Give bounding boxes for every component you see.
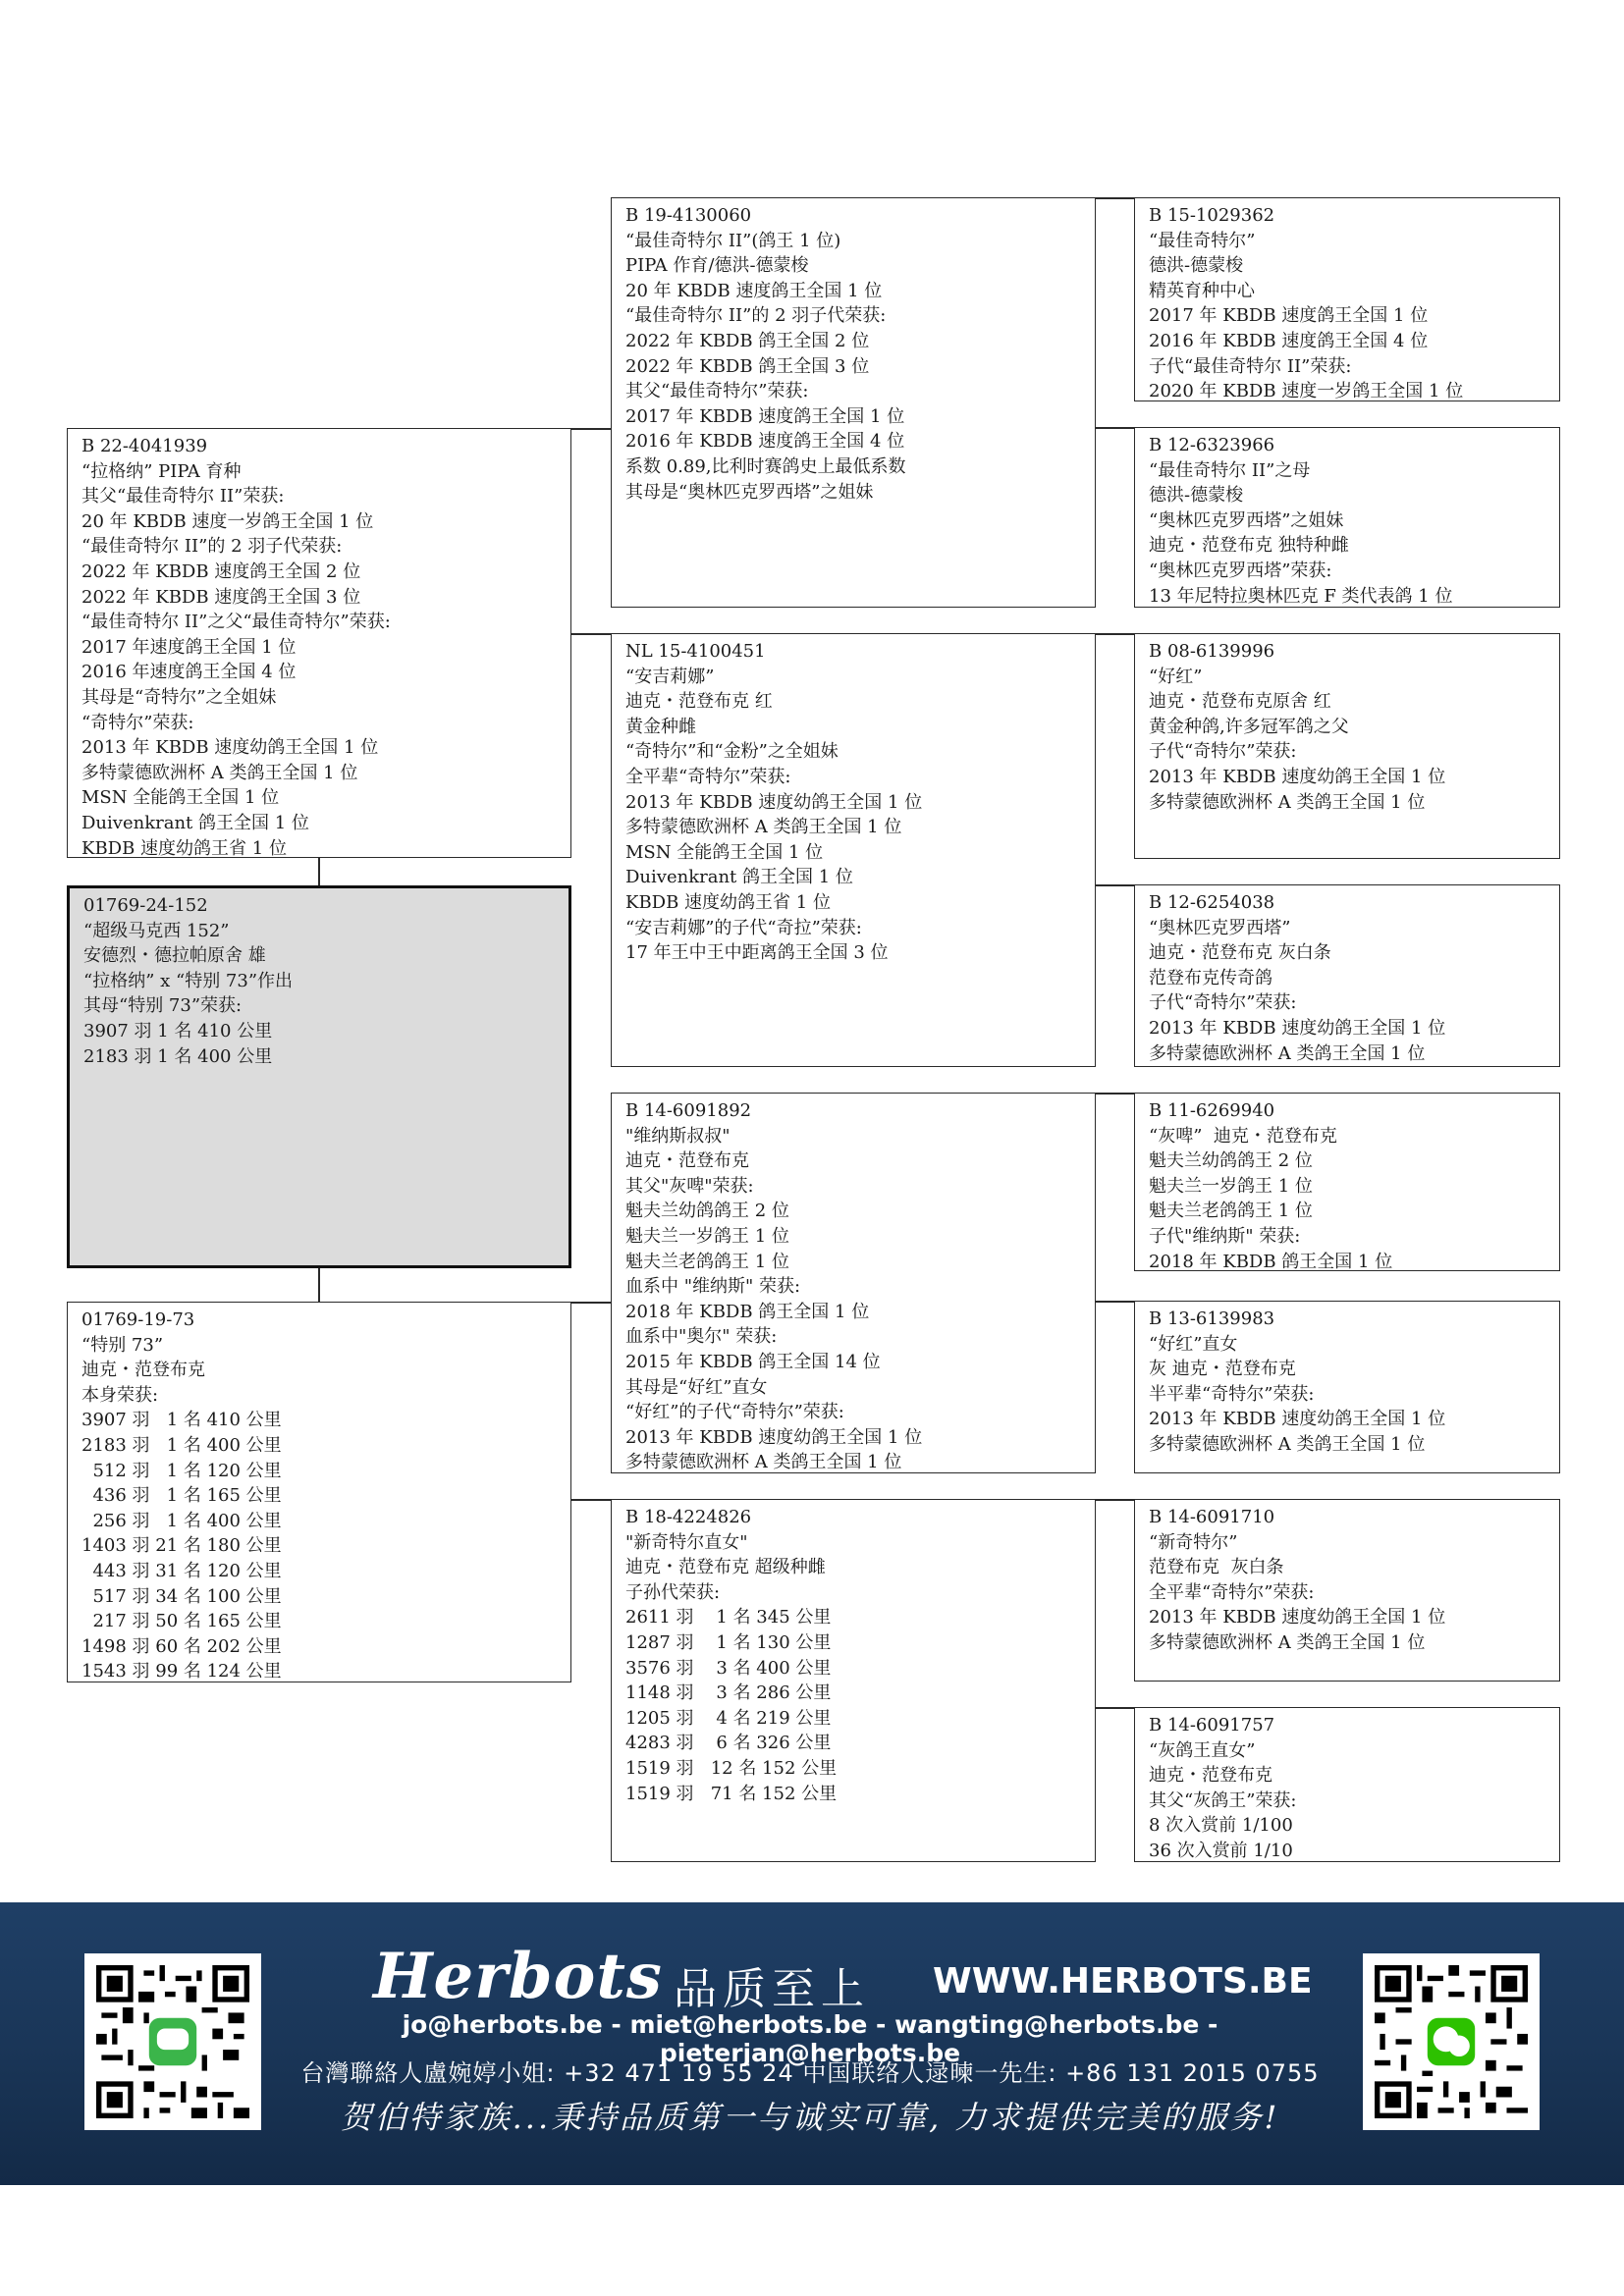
pedigree-line: 2022 年 KBDB 速度鸽王全国 2 位 [81, 561, 361, 582]
pedigree-line: 436 羽 1 名 165 公里 [81, 1485, 282, 1507]
pedigree-line: 其母“特别 73”荣获: [83, 995, 243, 1017]
pedigree-box-sire-dam-sire [1134, 633, 1560, 859]
pedigree-line: “奇特尔”和“金粉”之全姐妹 [625, 741, 839, 763]
ring-number: B 15-1029362 [1149, 205, 1275, 226]
connector-sire-dam [571, 633, 611, 635]
pedigree-line: “超级马克西 152” [83, 920, 230, 941]
contact-phones: 台灣聯絡人盧婉婷小姐: +32 471 19 55 24 中国联络人逯暕一先生: +86 131 2015 0755 [300, 2059, 1320, 2087]
pedigree-box-dam [67, 1302, 571, 1682]
pedigree-line: “特别 73” [81, 1334, 164, 1356]
pedigree-line: 全平辈“奇特尔”荣获: [625, 766, 791, 787]
pedigree-line: 8 次入赏前 1/100 [1149, 1815, 1293, 1837]
connector-ss-sss [1096, 197, 1134, 199]
pedigree-line: 1403 羽 21 名 180 公里 [81, 1535, 282, 1557]
pedigree-line: 德洪-德蒙梭 [1149, 485, 1244, 507]
pedigree-line: 迪克・范登布克 超级种雌 [625, 1557, 826, 1578]
website-link[interactable]: WWW.HERBOTS.BE [933, 1961, 1313, 2002]
pedigree-line: 安德烈・德拉帕原舍 雄 [83, 945, 266, 967]
pedigree-line: 其母是“好红”直女 [625, 1376, 768, 1398]
pedigree-line: 子孙代荣获: [625, 1581, 721, 1603]
pedigree-line: “安吉莉娜” [625, 666, 715, 687]
pedigree-line: 256 羽 1 名 400 公里 [81, 1510, 282, 1531]
pedigree-line: 2016 年速度鸽王全国 4 位 [81, 662, 297, 683]
ring-number: 01769-24-152 [83, 895, 208, 916]
pedigree-line: 2183 羽 1 名 400 公里 [81, 1434, 282, 1456]
pedigree-line: 其父“最佳奇特尔 II”荣获: [81, 486, 285, 507]
pedigree-line: 迪克・范登布克原舍 红 [1149, 691, 1331, 713]
connector-dam-sire [571, 1302, 611, 1304]
connector-ds-dsd [1096, 1301, 1134, 1303]
pedigree-line: 2022 年 KBDB 速度鸽王全国 3 位 [81, 586, 361, 608]
pedigree-line: MSN 全能鸽王全国 1 位 [81, 787, 280, 809]
pedigree-line: 多特蒙德欧洲杯 A 类鸽王全国 1 位 [1149, 1042, 1426, 1064]
pedigree-line: “奥林匹克罗西塔” [1149, 917, 1291, 938]
connector-sd-sdd [1096, 884, 1134, 886]
pedigree-line: 魁夫兰幼鸽鸽王 2 位 [1149, 1150, 1313, 1172]
slogan: 品质至上 [674, 1964, 870, 2014]
pedigree-line: 2611 羽 1 名 345 公里 [625, 1607, 832, 1629]
pedigree-line: 多特蒙德欧洲杯 A 类鸽王全国 1 位 [1149, 1433, 1426, 1455]
pedigree-line: 范登布克 灰白条 [1149, 1557, 1284, 1578]
pedigree-line: 3907 羽 1 名 410 公里 [83, 1020, 273, 1041]
pedigree-line: “最佳奇特尔 II”的 2 羽子代荣获: [625, 305, 887, 327]
pedigree-line: 2020 年 KBDB 速度一岁鸽王全国 1 位 [1149, 381, 1464, 402]
pedigree-line: 1287 羽 1 名 130 公里 [625, 1631, 832, 1653]
ring-number: 01769-19-73 [81, 1309, 195, 1330]
pedigree-line: 20 年 KBDB 速度鸽王全国 1 位 [625, 280, 883, 301]
pedigree-line: 2022 年 KBDB 鸽王全国 3 位 [625, 355, 870, 377]
pedigree-line: PIPA 作育/德洪-德蒙梭 [625, 255, 809, 277]
pedigree-line: 2013 年 KBDB 速度幼鸽王全国 1 位 [625, 791, 923, 813]
pedigree-line: KBDB 速度幼鸽王省 1 位 [625, 891, 831, 913]
pedigree-line: 半平辈“奇特尔”荣获: [1149, 1383, 1315, 1405]
pedigree-line: 2017 年速度鸽王全国 1 位 [81, 636, 297, 658]
pedigree-line: 子代“奇特尔”荣获: [1149, 741, 1297, 763]
qr-code-wechat[interactable] [1363, 1953, 1540, 2130]
pedigree-line: 子代"维纳斯" 荣获: [1149, 1225, 1301, 1247]
company-motto: 贺伯特家族...秉持品质第一与诚实可靠, 力求提供完美的服务! [340, 2099, 1280, 2136]
pedigree-line: 魁夫兰一岁鸽王 1 位 [1149, 1175, 1313, 1197]
pedigree-box-dam-sire [611, 1093, 1096, 1473]
pedigree-line: 迪克・范登布克 红 [625, 691, 773, 713]
pedigree-box-dam-sire-dam [1134, 1301, 1560, 1473]
connector-sire-sire [571, 428, 611, 430]
pedigree-line: 血系中 "维纳斯" 荣获: [625, 1276, 801, 1298]
pedigree-line: “好红”的子代“奇特尔”荣获: [625, 1402, 844, 1423]
pedigree-line: “灰鸽王直女” [1149, 1739, 1256, 1761]
ring-number: B 14-6091757 [1149, 1715, 1275, 1735]
pedigree-line: 2016 年 KBDB 速度鸽王全国 4 位 [625, 431, 905, 453]
pedigree-line: 多特蒙德欧洲杯 A 类鸽王全国 1 位 [1149, 1631, 1426, 1653]
pedigree-line: 魁夫兰一岁鸽王 1 位 [625, 1225, 789, 1247]
pedigree-line: 2013 年 KBDB 速度幼鸽王全国 1 位 [81, 737, 379, 759]
connector-dd-dds [1096, 1499, 1134, 1501]
pedigree-box-dam-dam-sire [1134, 1499, 1560, 1682]
pedigree-line: 1498 羽 60 名 202 公里 [81, 1635, 282, 1657]
pedigree-line: 黄金种雌 [625, 716, 696, 737]
pedigree-line: 517 羽 34 名 100 公里 [81, 1585, 282, 1607]
pedigree-line: 其父"灰啤"荣获: [625, 1175, 754, 1197]
pedigree-line: 2013 年 KBDB 速度幼鸽王全国 1 位 [1149, 1017, 1446, 1039]
pedigree-box-dam-dam-dam [1134, 1707, 1560, 1862]
herbots-logo[interactable]: Herbots [373, 1940, 663, 2013]
connector-sire-subject [318, 858, 320, 885]
pedigree-line: “安吉莉娜”的子代“奇拉”荣获: [625, 917, 862, 938]
connector-dam-dam [571, 1499, 611, 1501]
pedigree-line: 迪克・范登布克 灰白条 [1149, 942, 1331, 964]
pedigree-line: 子代“最佳奇特尔 II”荣获: [1149, 355, 1352, 377]
ring-number: B 22-4041939 [81, 436, 208, 456]
connector-dd-ddd [1096, 1707, 1134, 1709]
pedigree-line: 多特蒙德欧洲杯 A 类鸽王全国 1 位 [625, 817, 902, 838]
pedigree-line: 1148 羽 3 名 286 公里 [625, 1682, 832, 1704]
pedigree-box-sire-sire [611, 197, 1096, 608]
pedigree-line: 血系中"奥尔" 荣获: [625, 1326, 778, 1348]
pedigree-line: 1519 羽 12 名 152 公里 [625, 1757, 838, 1779]
pedigree-line: “奥林匹克罗西塔”荣获: [1149, 560, 1332, 581]
pedigree-line: 3907 羽 1 名 410 公里 [81, 1410, 282, 1431]
pedigree-line: 多特蒙德欧洲杯 A 类鸽王全国 1 位 [625, 1452, 902, 1473]
ring-number: B 12-6254038 [1149, 892, 1275, 913]
pedigree-line: "维纳斯叔叔" [625, 1125, 731, 1147]
pedigree-line: 36 次入赏前 1/10 [1149, 1840, 1293, 1861]
pedigree-line: 多特蒙德欧洲杯 A 类鸽王全国 1 位 [1149, 791, 1426, 813]
pedigree-line: 德洪-德蒙梭 [1149, 255, 1244, 277]
pedigree-line: 3576 羽 3 名 400 公里 [625, 1657, 832, 1679]
qr-code-right-graphic [1375, 1965, 1528, 2118]
pedigree-line: 1519 羽 71 名 152 公里 [625, 1783, 838, 1804]
pedigree-line: “最佳奇特尔 II”的 2 羽子代荣获: [81, 536, 343, 558]
pedigree-line: "新奇特尔直女" [625, 1531, 748, 1553]
pedigree-line: 1543 羽 99 名 124 公里 [81, 1661, 282, 1682]
pedigree-line: 2017 年 KBDB 速度鸽王全国 1 位 [625, 405, 905, 427]
pedigree-line: “奥林匹克罗西塔”之姐妹 [1149, 509, 1344, 531]
pedigree-line: 217 羽 50 名 165 公里 [81, 1611, 282, 1632]
ring-number: B 19-4130060 [625, 205, 752, 226]
pedigree-line: 全平辈“奇特尔”荣获: [1149, 1581, 1315, 1603]
pedigree-line: 2015 年 KBDB 鸽王全国 14 位 [625, 1351, 881, 1372]
pedigree-line: 2183 羽 1 名 400 公里 [83, 1045, 273, 1067]
pedigree-line: 魁夫兰老鸽鸽王 1 位 [1149, 1201, 1313, 1222]
pedigree-box-sire-dam [611, 633, 1096, 1067]
ring-number: B 08-6139996 [1149, 641, 1275, 662]
pedigree-line: 魁夫兰老鸽鸽王 1 位 [625, 1251, 789, 1272]
email-addresses[interactable]: jo@herbots.be - miet@herbots.be - wangting@herbots.be - pieterjan@herbots.be [402, 2010, 1218, 2067]
pedigree-line: Duivenkrant 鸽王全国 1 位 [81, 812, 309, 833]
pedigree-line: 2022 年 KBDB 鸽王全国 2 位 [625, 330, 870, 351]
pedigree-line: 2018 年 KBDB 鸽王全国 1 位 [1149, 1251, 1393, 1272]
ring-number: B 18-4224826 [625, 1507, 752, 1527]
pedigree-line: “灰啤” 迪克・范登布克 [1149, 1125, 1337, 1147]
brand-row [373, 1940, 1313, 2018]
pedigree-line: 20 年 KBDB 速度一岁鸽王全国 1 位 [81, 510, 374, 532]
pedigree-line: 范登布克传奇鸽 [1149, 967, 1272, 988]
pedigree-line: 2018 年 KBDB 鸽王全国 1 位 [625, 1301, 870, 1322]
pedigree-line: “最佳奇特尔 II”之父“最佳奇特尔”荣获: [81, 612, 391, 633]
pedigree-line: 黄金种鸽,许多冠军鸽之父 [1149, 716, 1349, 737]
pedigree-line: “拉格纳” PIPA 育种 [81, 460, 242, 482]
pedigree-line: 2013 年 KBDB 速度幼鸽王全国 1 位 [1149, 766, 1446, 787]
pedigree-line: “好红” [1149, 666, 1203, 687]
ring-number: B 11-6269940 [1149, 1100, 1275, 1121]
pedigree-line: “新奇特尔” [1149, 1531, 1238, 1553]
pedigree-box-dam-dam [611, 1499, 1096, 1862]
pedigree-line: 443 羽 31 名 120 公里 [81, 1560, 282, 1581]
footer-banner [0, 1902, 1624, 2185]
pedigree-line: 多特蒙德欧洲杯 A 类鸽王全国 1 位 [81, 762, 358, 783]
pedigree-line: “奇特尔”荣获: [81, 712, 194, 733]
connector-sd-sds [1096, 633, 1134, 635]
connector-subject-dam [318, 1268, 320, 1302]
pedigree-line: “好红”直女 [1149, 1333, 1238, 1355]
pedigree-box-subject [67, 885, 571, 1268]
pedigree-box-dam-sire-sire [1134, 1093, 1560, 1271]
pedigree-line: “最佳奇特尔 II”之母 [1149, 459, 1311, 481]
pedigree-line: 精英育种中心 [1149, 280, 1255, 301]
pedigree-line: Duivenkrant 鸽王全国 1 位 [625, 867, 853, 888]
pedigree-box-sire-sire-sire [1134, 197, 1560, 401]
qr-code-left-graphic [96, 1965, 249, 2118]
pedigree-line: 魁夫兰幼鸽鸽王 2 位 [625, 1201, 789, 1222]
pedigree-line: 2016 年 KBDB 速度鸽王全国 4 位 [1149, 330, 1429, 351]
qr-code-line[interactable] [84, 1953, 261, 2130]
connector-ds-dss [1096, 1093, 1134, 1095]
pedigree-line: “最佳奇特尔” [1149, 230, 1256, 251]
pedigree-line: 2013 年 KBDB 速度幼鸽王全国 1 位 [1149, 1607, 1446, 1629]
pedigree-line: 其父“灰鸽王”荣获: [1149, 1789, 1297, 1811]
ring-number: B 13-6139983 [1149, 1308, 1275, 1329]
pedigree-line: 512 羽 1 名 120 公里 [81, 1460, 282, 1481]
pedigree-line: “拉格纳” x “特别 73”作出 [83, 970, 294, 991]
pedigree-box-sire-sire-dam [1134, 427, 1560, 608]
ring-number: B 14-6091710 [1149, 1507, 1275, 1527]
pedigree-line: 13 年尼特拉奥林匹克 F 类代表鸽 1 位 [1149, 585, 1453, 607]
pedigree-line: 本身荣获: [81, 1384, 159, 1406]
pedigree-line: 4283 羽 6 名 326 公里 [625, 1733, 832, 1754]
pedigree-box-sire-dam-dam [1134, 884, 1560, 1067]
pedigree-line: “最佳奇特尔 II”(鸽王 1 位) [625, 230, 841, 251]
pedigree-box-sire [67, 428, 571, 858]
pedigree-line: 2013 年 KBDB 速度幼鸽王全国 1 位 [625, 1426, 923, 1448]
pedigree-line: 迪克・范登布克 独特种雌 [1149, 535, 1349, 557]
pedigree-line: 灰 迪克・范登布克 [1149, 1359, 1296, 1380]
pedigree-line: 其母是“奇特尔”之全姐妹 [81, 686, 277, 708]
pedigree-line: 子代“奇特尔”荣获: [1149, 992, 1297, 1014]
pedigree-line: KBDB 速度幼鸽王省 1 位 [81, 837, 287, 859]
ring-number: B 14-6091892 [625, 1100, 752, 1121]
pedigree-line: 迪克・范登布克 [625, 1150, 749, 1172]
pedigree-line: 2013 年 KBDB 速度幼鸽王全国 1 位 [1149, 1409, 1446, 1430]
pedigree-line: 1205 羽 4 名 219 公里 [625, 1707, 832, 1729]
pedigree-line: 迪克・范登布克 [1149, 1765, 1272, 1787]
pedigree-line: 其母是“奥林匹克罗西塔”之姐妹 [625, 481, 874, 503]
pedigree-line: 2017 年 KBDB 速度鸽王全国 1 位 [1149, 305, 1429, 327]
connector-ss-ssd [1096, 427, 1134, 429]
pedigree-line: 17 年王中王中距离鸽王全国 3 位 [625, 942, 889, 964]
ring-number: NL 15-4100451 [625, 641, 766, 662]
pedigree-line: 迪克・范登布克 [81, 1360, 205, 1381]
ring-number: B 12-6323966 [1149, 435, 1275, 455]
pedigree-line: 系数 0.89,比利时赛鸽史上最低系数 [625, 455, 906, 477]
pedigree-line: 其父“最佳奇特尔”荣获: [625, 381, 809, 402]
pedigree-line: MSN 全能鸽王全国 1 位 [625, 841, 824, 863]
